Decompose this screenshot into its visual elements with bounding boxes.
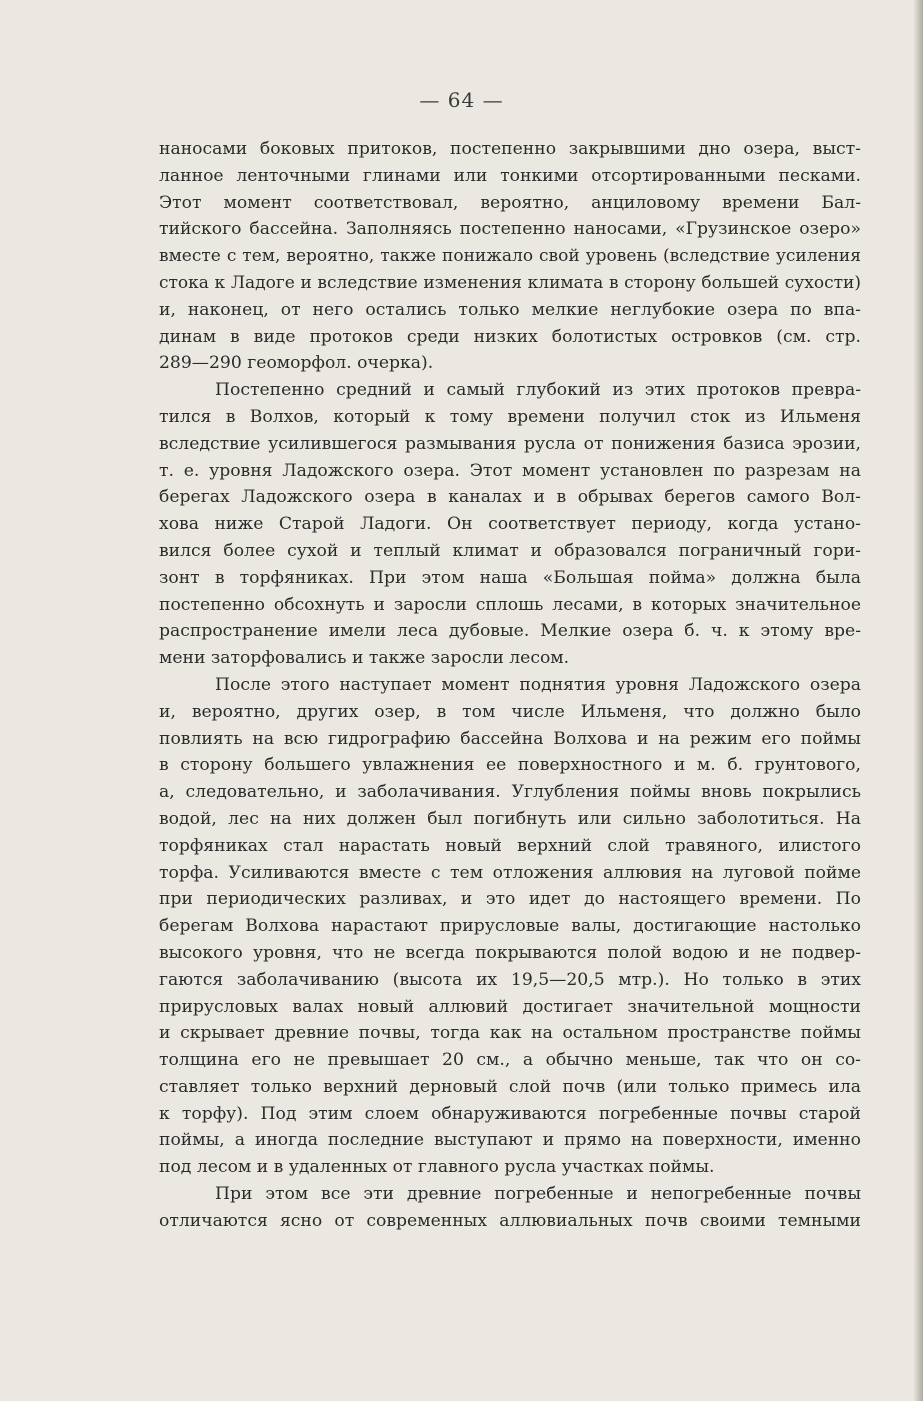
text-line: постепенно обсохнуть и заросли сплошь лесами, в которых значительное <box>159 594 861 615</box>
text-line: поймы, а иногда последние выступают и прямо на поверхности, именно <box>159 1130 861 1151</box>
text-line: торфяниках стал нарастать новый верхний слой травяного, илистого <box>159 835 861 856</box>
text-line: тийского бассейна. Заполняясь постепенно наносами, «Грузинское озеро» <box>159 219 861 240</box>
text-line: в сторону большего увлажнения ее поверхностного и м. б. грунтового, <box>159 755 861 776</box>
text-line: тился в Волхов, который к тому времени получил сток из Ильменя <box>159 406 861 427</box>
text-line: при периодических разливах, и это идет до настоящего времени. По <box>159 889 861 910</box>
text-line: зонт в торфяниках. При этом наша «Большая пойма» должна была <box>159 567 861 588</box>
text-line: отличаются ясно от современных аллювиальных почв своими темными <box>159 1210 861 1231</box>
text-line: мени заторфовались и также заросли лесом. <box>159 648 570 669</box>
text-line: и, вероятно, других озер, в том числе Ильменя, что должно было <box>159 701 861 722</box>
text-line: распространение имели леса дубовые. Мелкие озера б. ч. к этому вре- <box>159 621 861 642</box>
text-line: Этот момент соответствовал, вероятно, анциловому времени Бал- <box>159 192 861 213</box>
text-line: вследствие усилившегося размывания русла от понижения базиса эрозии, <box>159 433 861 454</box>
text-line: динам в виде протоков среди низких болотистых островков (см. стр. <box>159 326 861 347</box>
text-line: вился более сухой и теплый климат и образовался пограничный гори- <box>159 540 861 561</box>
text-line: и, наконец, от него остались только мелкие неглубокие озера по впа- <box>159 299 861 320</box>
text-line: т. е. уровня Ладожского озера. Этот момент установлен по разрезам на <box>159 460 861 481</box>
text-line: а, следовательно, и заболачивания. Углубления поймы вновь покрылись <box>159 782 861 803</box>
text-line: 289—290 геоморфол. очерка). <box>159 353 434 374</box>
text-line: торфа. Усиливаются вместе с тем отложения аллювия на луговой пойме <box>159 862 861 883</box>
text-line: гаются заболачиванию (высота их 19,5—20,5 мтр.). Но только в этих <box>159 969 861 990</box>
body-text <box>159 136 861 1235</box>
text-line: стока к Ладоге и вследствие изменения климата в сторону большей сухости) <box>159 272 861 293</box>
text-line: водой, лес на них должен был погибнуть или сильно заболотиться. На <box>159 808 861 829</box>
text-line: Постепенно средний и самый глубокий из этих протоков превра- <box>215 380 861 401</box>
text-line: и скрывает древние почвы, тогда как на остальном пространстве поймы <box>159 1023 861 1044</box>
text-line: под лесом и в удаленных от главного русла участках поймы. <box>159 1157 715 1178</box>
text-line: При этом все эти древние погребенные и непогребенные почвы <box>215 1184 861 1205</box>
text-line: берегах Ладожского озера в каналах и в обрывах берегов самого Вол- <box>159 487 861 508</box>
text-line: ланное ленточными глинами или тонкими отсортированными песками. <box>159 165 861 186</box>
text-line: берегам Волхова нарастают прирусловые валы, достигающие настолько <box>159 916 861 937</box>
text-line: хова ниже Старой Ладоги. Он соответствует периоду, когда устано- <box>159 514 861 535</box>
page-edge-shadow <box>913 0 923 1401</box>
text-line: повлиять на всю гидрографию бассейна Волхова и на режим его поймы <box>159 728 861 749</box>
page-number: — 64 — <box>419 88 504 112</box>
text-line: высокого уровня, что не всегда покрываются полой водою и не подвер- <box>159 942 861 963</box>
text-line: ставляет только верхний дерновый слой почв (или только примесь ила <box>159 1076 861 1097</box>
text-line: к торфу). Под этим слоем обнаруживаются погребенные почвы старой <box>159 1103 861 1124</box>
text-line: толщина его не превышает 20 см., а обычно меньше, так что он со- <box>159 1050 861 1071</box>
text-line: После этого наступает момент поднятия уровня Ладожского озера <box>215 674 861 695</box>
text-line: прирусловых валах новый аллювий достигает значительной мощности <box>159 996 861 1017</box>
text-line: наносами боковых притоков, постепенно закрывшими дно озера, выст- <box>159 139 861 159</box>
text-line: вместе с тем, вероятно, также понижало свой уровень (вследствие усиления <box>159 246 861 267</box>
